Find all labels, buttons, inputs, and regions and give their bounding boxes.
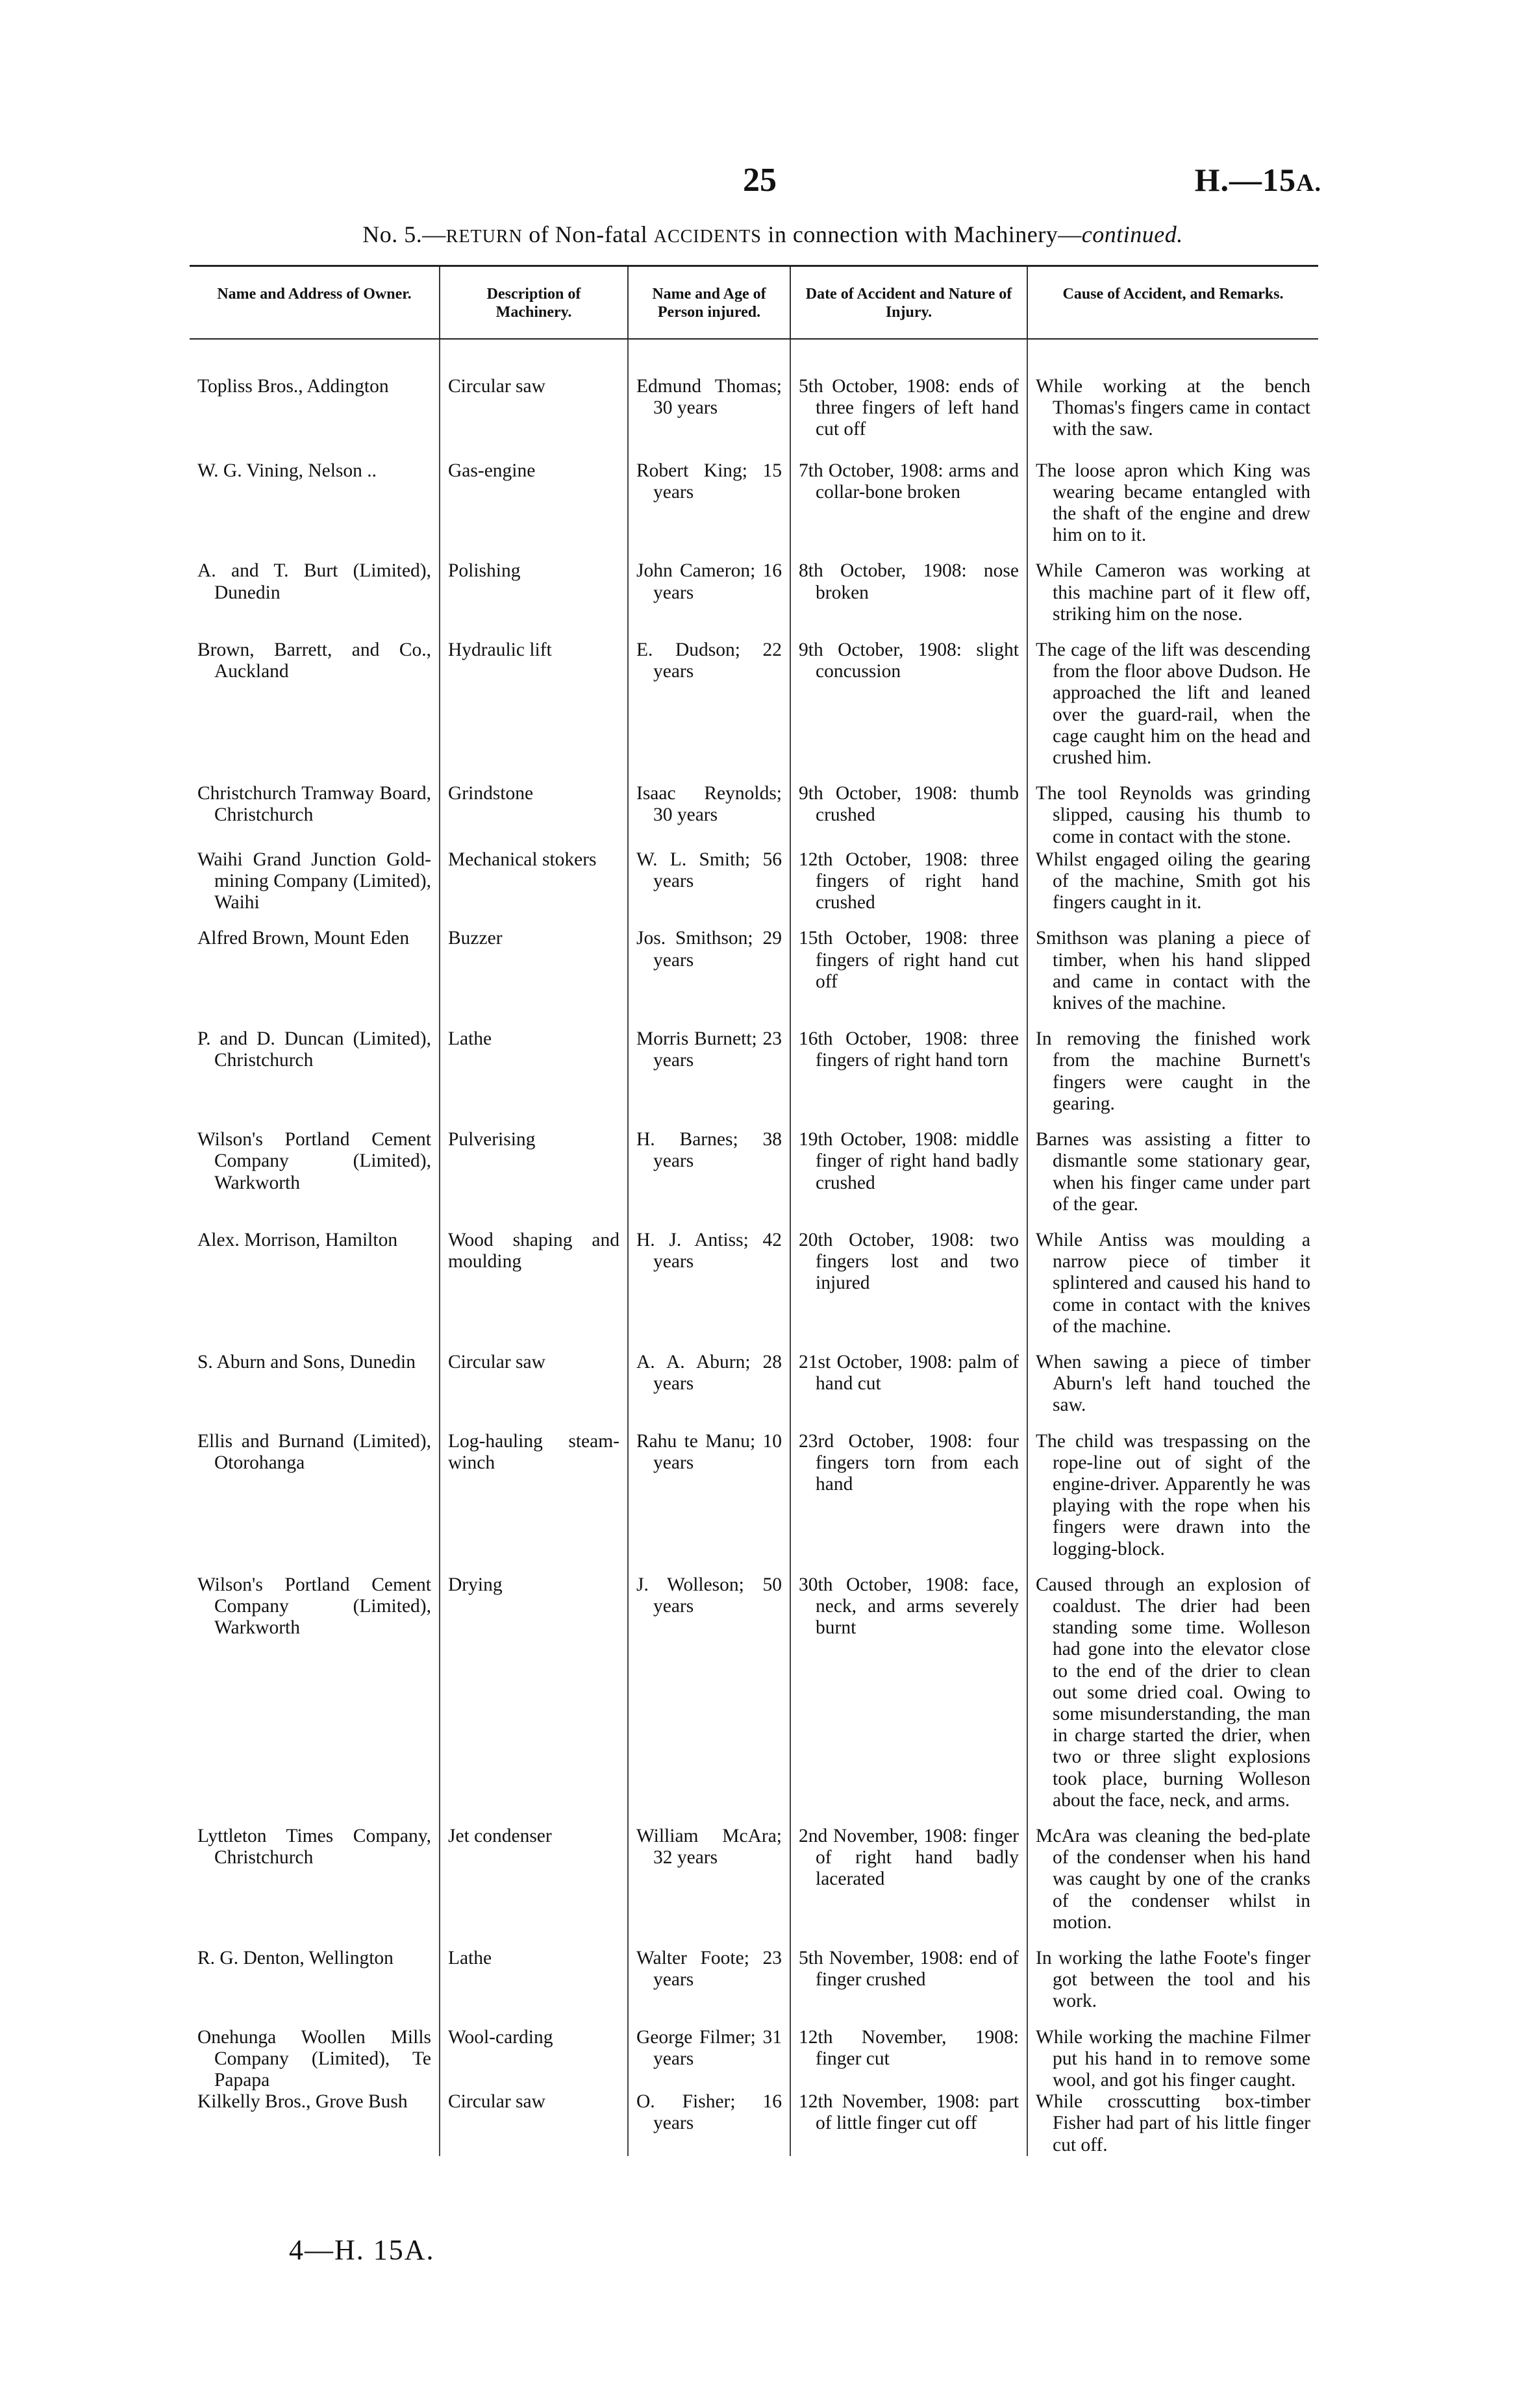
table-row — [190, 2091, 1318, 2156]
cell-injury: 12th November, 1908: part of little finger cut off — [790, 2091, 1027, 2156]
cell-person: Jos. Smithson; 29 years — [628, 913, 790, 1014]
table-row — [190, 1337, 1318, 1417]
cell-owner: P. and D. Duncan (Limited), Christchurch — [197, 1028, 431, 1071]
cell-person: O. Fisher; 16 years — [628, 2091, 790, 2156]
cell-machinery: Grindstone — [440, 769, 628, 848]
cell-cause: McAra was cleaning the bed-plate of the condenser when his hand was caught by one of the cranks of the condenser whilst in motion. — [1027, 1811, 1318, 1933]
cell-cause: While working the machine Filmer put his hand in to remove some wool, and got his finger caught. — [1027, 2013, 1318, 2092]
column-header-owner: Name and Address of Owner. — [190, 266, 440, 340]
accidents-table-container — [190, 265, 1318, 2156]
cell-owner: Wilson's Portland Cement Company (Limited), Warkworth — [197, 1574, 431, 1639]
document-reference-suffix: A. — [1296, 169, 1321, 197]
table-row — [190, 1417, 1318, 1560]
cell-machinery: Pulverising — [440, 1115, 628, 1215]
cell-cause: The cage of the lift was descending from the floor above Dudson. He approached the lift and leaned over the guard-rail, when the cage caught him on the head and crushed him. — [1027, 625, 1318, 769]
cell-cause: The loose apron which King was wearing became entangled with the shaft of the engine and drew him on to it. — [1027, 441, 1318, 547]
cell-owner: Topliss Bros., Addington — [197, 376, 389, 397]
table-row — [190, 441, 1318, 547]
cell-person: Robert King; 15 years — [628, 441, 790, 547]
cell-person: A. A. Aburn; 28 years — [628, 1337, 790, 1417]
table-row — [190, 1115, 1318, 1215]
table-row — [190, 1215, 1318, 1337]
footer-signature: 4—H. 15A. — [289, 2234, 435, 2266]
cell-owner: Lyttleton Times Company, Christchurch — [197, 1825, 431, 1868]
table-row — [190, 1933, 1318, 2013]
title-of-text: of Non-fatal — [522, 221, 654, 247]
cell-owner: Brown, Barrett, and Co., Auckland — [197, 639, 431, 682]
cell-cause: While Cameron was working at this machine part of it flew off, striking him on the nose. — [1027, 546, 1318, 625]
cell-injury: 12th October, 1908: three fingers of right hand crushed — [790, 848, 1027, 914]
table-row — [190, 546, 1318, 625]
table-row — [190, 913, 1318, 1014]
cell-cause: The child was trespassing on the rope-line out of sight of the engine-driver. Apparently he was playing with the rope when his fingers were drawn into the logging-block. — [1027, 1417, 1318, 1560]
table-row — [190, 625, 1318, 769]
title-connection-text: in connection with Machinery— — [761, 221, 1082, 247]
cell-cause: Caused through an explosion of coaldust. The drier had been standing some time. Wolleson had gone into the elevator close to the end of the drier to clean out some dried coal. Owing to some misunderstanding, the man in charge started the drier, when two or three slight explosions took place, burning Wolleson about the face, neck, and arms. — [1027, 1560, 1318, 1811]
cell-injury: 7th October, 1908: arms and collar-bone broken — [790, 441, 1027, 547]
cell-cause: Whilst engaged oiling the gearing of the machine, Smith got his fingers caught in it. — [1027, 848, 1318, 914]
table-row — [190, 339, 1318, 441]
cell-injury: 5th October, 1908: ends of three fingers of left hand cut off — [790, 339, 1027, 441]
cell-cause: In working the lathe Foote's finger got between the tool and his work. — [1027, 1933, 1318, 2013]
cell-cause: In removing the finished work from the machine Burnett's fingers were caught in the gearing. — [1027, 1014, 1318, 1115]
cell-machinery: Circular saw — [440, 339, 628, 441]
cell-injury: 23rd October, 1908: four fingers torn from each hand — [790, 1417, 1027, 1560]
cell-machinery: Lathe — [440, 1014, 628, 1115]
document-reference-prefix: H.—15 — [1194, 162, 1297, 198]
cell-cause: While working at the bench Thomas's fingers came in contact with the saw. — [1027, 339, 1318, 441]
cell-cause: Barnes was assisting a fitter to dismantle some stationary gear, when his finger came under part of the gear. — [1027, 1115, 1318, 1215]
table-body — [190, 339, 1318, 2156]
table-header-row — [190, 266, 1318, 340]
cell-injury: 12th November, 1908: finger cut — [790, 2013, 1027, 2092]
cell-person: Morris Burnett; 23 years — [628, 1014, 790, 1115]
cell-machinery: Log-hauling steam-winch — [440, 1417, 628, 1560]
table-row — [190, 848, 1318, 914]
title-return-word: RETURN — [445, 227, 523, 247]
cell-injury: 5th November, 1908: end of finger crushed — [790, 1933, 1027, 2013]
cell-injury: 9th October, 1908: slight concussion — [790, 625, 1027, 769]
cell-owner: Alex. Morrison, Hamilton — [197, 1229, 398, 1250]
cell-person: William McAra; 32 years — [628, 1811, 790, 1933]
cell-person: John Cameron; 16 years — [628, 546, 790, 625]
cell-person: Rahu te Manu; 10 years — [628, 1417, 790, 1560]
cell-person: E. Dudson; 22 years — [628, 625, 790, 769]
table-row — [190, 1014, 1318, 1115]
table-row — [190, 2013, 1318, 2092]
column-header-person: Name and Age of Person injured. — [628, 266, 790, 340]
cell-injury: 9th October, 1908: thumb crushed — [790, 769, 1027, 848]
cell-machinery: Circular saw — [440, 2091, 628, 2156]
cell-person: Edmund Thomas; 30 years — [628, 339, 790, 441]
cell-machinery: Gas-engine — [440, 441, 628, 547]
cell-injury: 16th October, 1908: three fingers of right hand torn — [790, 1014, 1027, 1115]
title-prefix: No. 5.— — [362, 221, 446, 247]
cell-person: H. Barnes; 38 years — [628, 1115, 790, 1215]
cell-cause: The tool Reynolds was grinding slipped, causing his thumb to come in contact with the stone. — [1027, 769, 1318, 848]
cell-cause: While crosscutting box-timber Fisher had part of his little finger cut off. — [1027, 2091, 1318, 2156]
column-header-machinery: Description of Machinery. — [440, 266, 628, 340]
cell-injury: 19th October, 1908: middle finger of right hand badly crushed — [790, 1115, 1027, 1215]
cell-owner: Christchurch Tramway Board, Christchurch — [197, 783, 431, 826]
cell-machinery: Lathe — [440, 1933, 628, 2013]
cell-machinery: Circular saw — [440, 1337, 628, 1417]
cell-machinery: Drying — [440, 1560, 628, 1811]
cell-machinery: Wool-carding — [440, 2013, 628, 2092]
cell-person: J. Wolleson; 50 years — [628, 1560, 790, 1811]
cell-injury: 30th October, 1908: face, neck, and arms severely burnt — [790, 1560, 1027, 1811]
cell-owner: Onehunga Woollen Mills Company (Limited), Te Papapa — [197, 2026, 431, 2091]
cell-cause: Smithson was planing a piece of timber, when his hand slipped and came in contact with the knives of the machine. — [1027, 913, 1318, 1014]
cell-owner: Alfred Brown, Mount Eden — [197, 928, 410, 949]
document-reference — [1195, 161, 1321, 199]
column-header-cause: Cause of Accident, and Remarks. — [1027, 266, 1318, 340]
cell-injury: 2nd November, 1908: finger of right hand badly lacerated — [790, 1811, 1027, 1933]
table-row — [190, 1560, 1318, 1811]
cell-cause: When sawing a piece of timber Aburn's left hand touched the saw. — [1027, 1337, 1318, 1417]
cell-owner: Kilkelly Bros., Grove Bush — [197, 2091, 408, 2113]
cell-machinery: Buzzer — [440, 913, 628, 1014]
table-row — [190, 769, 1318, 848]
cell-owner: S. Aburn and Sons, Dunedin — [197, 1351, 416, 1372]
page-number: 25 — [743, 162, 777, 199]
title-continued: continued. — [1081, 221, 1183, 247]
title-accidents-word: ACCIDENTS — [653, 227, 762, 247]
cell-machinery: Mechanical stokers — [440, 848, 628, 914]
cell-owner: Waihi Grand Junction Gold-mining Company (Limited), Waihi — [197, 849, 431, 913]
cell-injury: 8th October, 1908: nose broken — [790, 546, 1027, 625]
cell-owner: R. G. Denton, Wellington — [197, 1948, 394, 1968]
cell-person: Isaac Reynolds; 30 years — [628, 769, 790, 848]
cell-owner: Ellis and Burnand (Limited), Otorohanga — [197, 1430, 431, 1473]
cell-cause: While Antiss was moulding a narrow piece of timber it splintered and caused his hand to come in contact with the knives of the machine. — [1027, 1215, 1318, 1337]
cell-owner: A. and T. Burt (Limited), Dunedin — [197, 560, 431, 603]
cell-injury: 20th October, 1908: two fingers lost and two injured — [790, 1215, 1027, 1337]
accidents-table — [190, 265, 1318, 2156]
cell-person: H. J. Antiss; 42 years — [628, 1215, 790, 1337]
cell-machinery: Polishing — [440, 546, 628, 625]
table-row — [190, 1811, 1318, 1933]
cell-machinery: Jet condenser — [440, 1811, 628, 1933]
cell-person: W. L. Smith; 56 years — [628, 848, 790, 914]
column-header-injury: Date of Accident and Nature of Injury. — [790, 266, 1027, 340]
cell-person: George Filmer; 31 years — [628, 2013, 790, 2092]
cell-injury: 15th October, 1908: three fingers of right hand cut off — [790, 913, 1027, 1014]
cell-owner: Wilson's Portland Cement Company (Limited), Warkworth — [197, 1129, 431, 1193]
cell-machinery: Hydraulic lift — [440, 625, 628, 769]
cell-injury: 21st October, 1908: palm of hand cut — [790, 1337, 1027, 1417]
cell-person: Walter Foote; 23 years — [628, 1933, 790, 2013]
table-title — [263, 221, 1282, 248]
cell-owner: W. G. Vining, Nelson .. — [197, 460, 377, 481]
cell-machinery: Wood shaping and moulding — [440, 1215, 628, 1337]
